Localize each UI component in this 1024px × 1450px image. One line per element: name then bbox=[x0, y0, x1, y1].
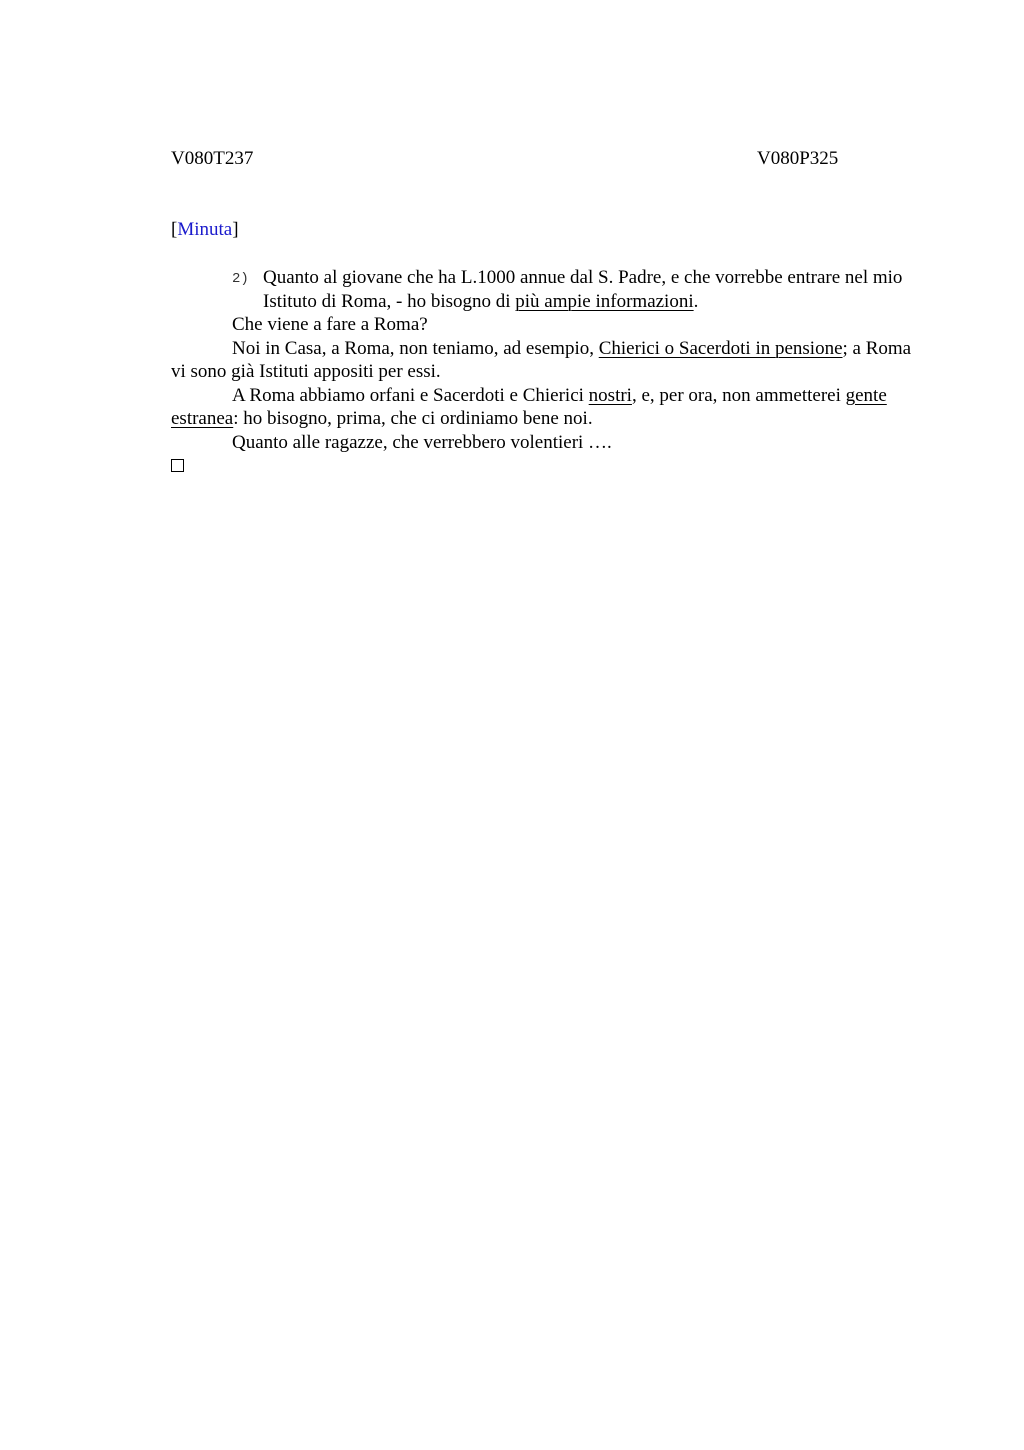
paragraph-orfani-end: : ho bisogno, prima, che ci ordiniamo bene noi. bbox=[233, 408, 593, 429]
paragraph-orfani-underlined-gente: gente estranea bbox=[171, 384, 887, 429]
minuta-label bbox=[171, 218, 239, 242]
document-code-left: V080T237 bbox=[171, 148, 254, 169]
document-code-right: V080P325 bbox=[757, 148, 839, 169]
paragraph-casa-underlined: Chierici o Sacerdoti in pensione bbox=[598, 337, 843, 359]
paragraph-orfani-middle: , e, per ora, non ammetterei bbox=[631, 384, 846, 406]
end-square-icon bbox=[171, 459, 184, 472]
letter-body bbox=[171, 266, 923, 472]
numbered-item bbox=[171, 266, 923, 313]
paragraph-orfani-start: A Roma abbiamo orfani e Sacerdoti e Chierici bbox=[232, 384, 589, 406]
item-text-end: . bbox=[693, 290, 699, 312]
paragraph-casa-end: ; a Roma vi sono già Istituti appositi per essi. bbox=[171, 337, 912, 382]
item-underlined-text: più ampie informazioni bbox=[515, 290, 694, 312]
paragraph-orfani bbox=[171, 384, 923, 431]
paragraph-orfani-underlined-nostri: nostri bbox=[588, 384, 632, 406]
paragraph-ragazze: Quanto alle ragazze, che verrebbero volentieri …. bbox=[232, 431, 612, 453]
minuta-link[interactable]: Minuta bbox=[177, 219, 233, 240]
paragraph-casa bbox=[171, 337, 923, 384]
paragraph-casa-start: Noi in Casa, a Roma, non teniamo, ad esempio, bbox=[232, 337, 599, 359]
minuta-open-bracket: [ bbox=[171, 219, 178, 240]
item-text: Quanto al giovane che ha L.1000 annue dal S. Padre, e che vorrebbe entrare nel mio Istituto di Roma, - ho bisogno di bbox=[263, 267, 903, 312]
paragraph-question: Che viene a fare a Roma? bbox=[232, 314, 428, 335]
minuta-close-bracket: ] bbox=[232, 219, 239, 240]
item-number: 2) bbox=[232, 271, 249, 287]
